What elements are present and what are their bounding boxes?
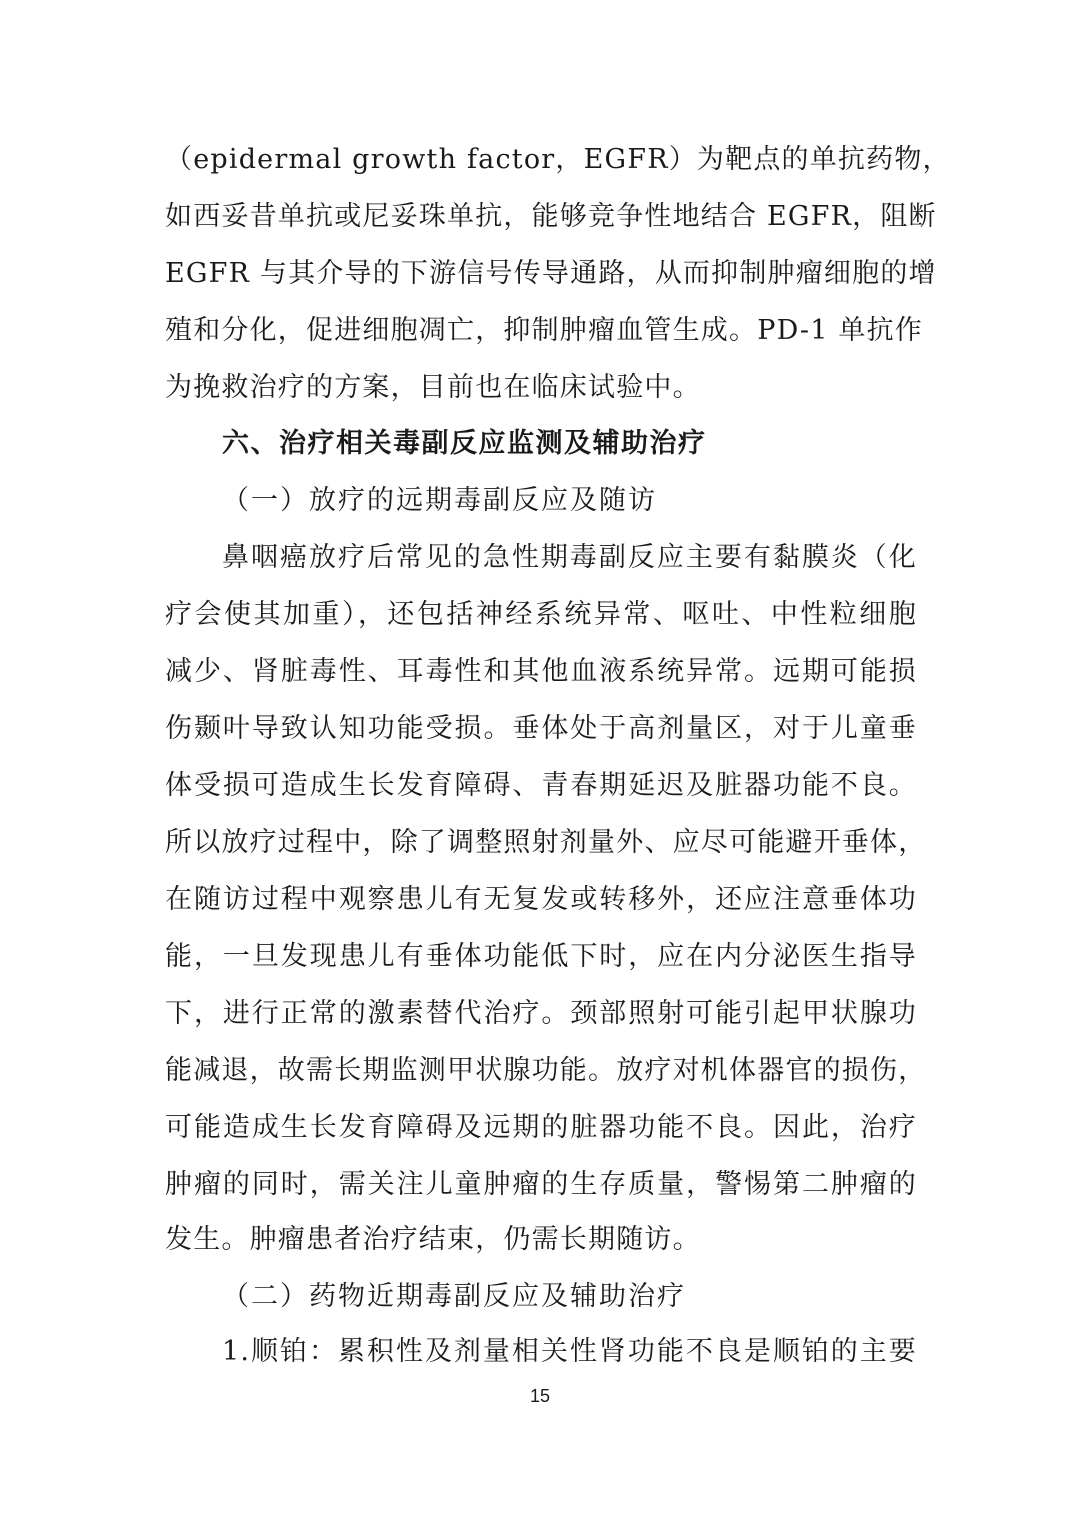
paragraph-line: 发生。肿瘤患者治疗结束，仍需长期随访。 (165, 1224, 701, 1255)
section-heading: 六、治疗相关毒副反应监测及辅助治疗 (222, 428, 707, 459)
paragraph-line: 所以放疗过程中，除了调整照射剂量外、应尽可能避开垂体， (165, 827, 927, 858)
paragraph-line: 能减退，故需长期监测甲状腺功能。放疗对机体器官的损伤， (165, 1055, 927, 1086)
paragraph-line: 伤颞叶导致认知功能受损。垂体处于高剂量区，对于儿童垂 (165, 713, 917, 744)
paragraph-line: 下，进行正常的激素替代治疗。颈部照射可能引起甲状腺功 (165, 998, 917, 1029)
paragraph-line: 可能造成生长发育障碍及远期的脏器功能不良。因此，治疗 (165, 1112, 917, 1143)
paragraph-line: 为挽救治疗的方案，目前也在临床试验中。 (165, 372, 701, 403)
paragraph-line: 鼻咽癌放疗后常见的急性期毒副反应主要有黏膜炎（化 (222, 542, 917, 573)
paragraph-line: 减少、肾脏毒性、耳毒性和其他血液系统异常。远期可能损 (165, 656, 917, 687)
paragraph-line: 肿瘤的同时，需关注儿童肿瘤的生存质量，警惕第二肿瘤的 (165, 1169, 917, 1200)
paragraph-line: 如西妥昔单抗或尼妥珠单抗，能够竞争性地结合 EGFR，阻断 (165, 201, 937, 232)
paragraph-line: EGFR 与其介导的下游信号传导通路，从而抑制肿瘤细胞的增 (165, 258, 937, 289)
subsection-heading: （二）药物近期毒副反应及辅助治疗 (222, 1281, 686, 1312)
paragraph-line: 殖和分化，促进细胞凋亡，抑制肿瘤血管生成。PD-1 单抗作 (165, 315, 923, 346)
paragraph-line: （epidermal growth factor，EGFR）为靶点的单抗药物， (165, 144, 951, 175)
subsection-heading: （一）放疗的远期毒副反应及随访 (222, 485, 657, 516)
page-number: 15 (529, 1386, 551, 1406)
paragraph-line: 能，一旦发现患儿有垂体功能低下时，应在内分泌医生指导 (165, 941, 917, 972)
paragraph-line: 体受损可造成生长发育障碍、青春期延迟及脏器功能不良。 (165, 770, 917, 801)
paragraph-line: 在随访过程中观察患儿有无复发或转移外，还应注意垂体功 (165, 884, 917, 915)
paragraph-line: 1.顺铂：累积性及剂量相关性肾功能不良是顺铂的主要 (222, 1336, 917, 1367)
paragraph-line: 疗会使其加重），还包括神经系统异常、呕吐、中性粒细胞 (165, 599, 917, 630)
